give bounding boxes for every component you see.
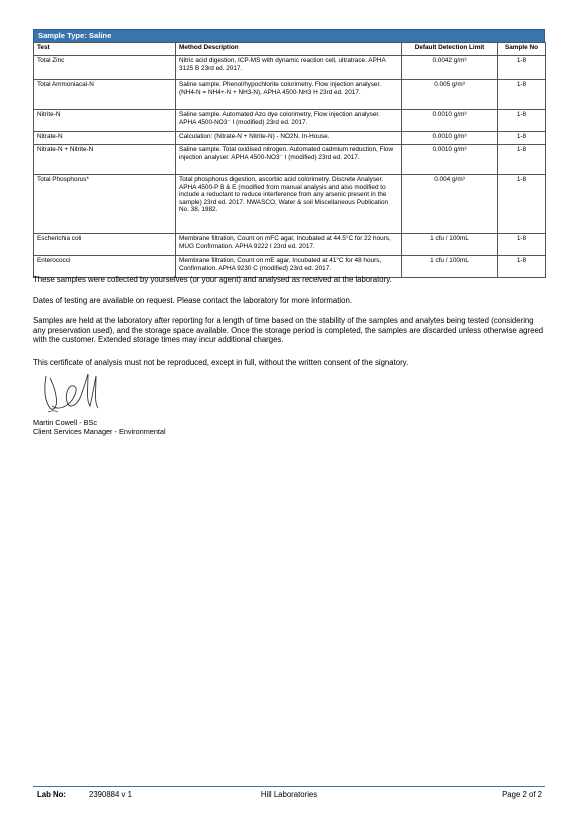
cell-sample: 1-8 xyxy=(498,80,546,110)
signatory-title: Client Services Manager - Environmental xyxy=(33,427,166,437)
cell-limit: 0.0042 g/m³ xyxy=(402,56,498,80)
cell-test: Nitrate-N xyxy=(34,132,176,145)
cell-method: Saline sample. Automated Azo dye colorimetry, Flow injection analyser. APHA 4500-NO3⁻ I (modified) 23rd ed. 2017. xyxy=(176,110,402,132)
cell-method: Saline sample. Total oxidised nitrogen. Automated cadmium reduction, Flow injection analyser. APHA 4500-NO3⁻ I (modified) 23rd ed. 2017. xyxy=(176,145,402,175)
note-reproduction: This certificate of analysis must not be reproduced, except in full, without the written consent of the signatory. xyxy=(33,358,409,367)
methods-table-section xyxy=(33,29,545,278)
page-number: Page 2 of 2 xyxy=(502,790,542,799)
note-testing-dates: Dates of testing are available on request. Please contact the laboratory for more information. xyxy=(33,296,352,305)
table-row xyxy=(34,175,546,234)
cell-limit: 1 cfu / 100mL xyxy=(402,234,498,256)
lab-no-label: Lab No: xyxy=(37,790,67,799)
company-name: Hill Laboratories xyxy=(260,790,318,799)
cell-limit: 0.004 g/m³ xyxy=(402,175,498,234)
cell-test: Nitrite-N xyxy=(34,110,176,132)
cell-method: Membrane filtration, Count on mFC agar, Incubated at 44.5°C for 22 hours, MUG Confirmation. APHA 9222 I 23rd ed. 2017. xyxy=(176,234,402,256)
methods-table xyxy=(33,42,546,278)
cell-method: Nitric acid digestion, ICP-MS with dynamic reaction cell, ultratrace. APHA 3125 B 23rd ed. 2017. xyxy=(176,56,402,80)
signatory-block xyxy=(33,418,166,437)
cell-method: Saline sample. Phenol/hypochlorite colorimetry. Flow injection analyser. (NH4-N = NH4+-N + NH3-N). APHA 4500-NH3 H 23rd ed. 2017. xyxy=(176,80,402,110)
cell-sample: 1-8 xyxy=(498,175,546,234)
col-header-sample: Sample No xyxy=(498,43,546,56)
footer-divider xyxy=(33,786,545,787)
cell-test: Nitrate-N + Nitrite-N xyxy=(34,145,176,175)
table-row xyxy=(34,56,546,80)
table-row xyxy=(34,110,546,132)
signatory-name: Martin Cowell - BSc xyxy=(33,418,98,427)
note-storage: Samples are held at the laboratory after reporting for a length of time based on the stability of the samples and analytes being tested (considering any preservation used), and the storage space available. Once the storage period is completed, the samples are discarded unless otherwise agreed with the customer. Extended storage times may incur additional charges. xyxy=(33,316,544,345)
cell-sample: 1-8 xyxy=(498,145,546,175)
cell-sample: 1-8 xyxy=(498,234,546,256)
cell-limit: 0.005 g/m³ xyxy=(402,80,498,110)
cell-sample: 1-8 xyxy=(498,110,546,132)
cell-test: Total Phosphorus* xyxy=(34,175,176,234)
cell-limit: 0.0010 g/m³ xyxy=(402,110,498,132)
lab-no-value: 2390884 v 1 xyxy=(89,790,132,799)
table-row xyxy=(34,234,546,256)
cell-limit: 0.0010 g/m³ xyxy=(402,145,498,175)
col-header-test: Test xyxy=(34,43,176,56)
signature-image xyxy=(38,368,118,418)
table-row xyxy=(34,145,546,175)
table-header-row xyxy=(34,43,546,56)
cell-test: Escherichia coli xyxy=(34,234,176,256)
cell-limit: 0.0010 g/m³ xyxy=(402,132,498,145)
table-row xyxy=(34,80,546,110)
note-collection: These samples were collected by yourselves (or your agent) and analysed as received at the laboratory. xyxy=(33,275,392,284)
cell-limit: 1 cfu / 100mL xyxy=(402,256,498,278)
cell-test: Total Zinc xyxy=(34,56,176,80)
cell-sample: 1-8 xyxy=(498,56,546,80)
col-header-limit: Default Detection Limit xyxy=(402,43,498,56)
cell-method: Calculation: (Nitrate-N + Nitrite-N) - NO2N. In-House. xyxy=(176,132,402,145)
cell-method: Total phosphorus digestion, ascorbic acid colorimetry. Discrete Analyser. APHA 4500-P B & E (modified from manual analysis and also modified to include a reductant to reduce interference from any arsenic present in the sample) 23rd ed. 2017. NWASCO, Water & soil Miscellaneous Publication No. 38, 1982. xyxy=(176,175,402,234)
cell-test: Total Ammoniacal-N xyxy=(34,80,176,110)
table-row xyxy=(34,132,546,145)
cell-method: Membrane filtration, Count on mE agar, Incubated at 41°C for 48 hours, Confirmation. APHA 9230 C (modified) 23rd ed. 2017. xyxy=(176,256,402,278)
cell-sample: 1-8 xyxy=(498,256,546,278)
sample-type-header: Sample Type: Saline xyxy=(33,29,545,42)
cell-test: Enterococci xyxy=(34,256,176,278)
col-header-method: Method Description xyxy=(176,43,402,56)
cell-sample: 1-8 xyxy=(498,132,546,145)
